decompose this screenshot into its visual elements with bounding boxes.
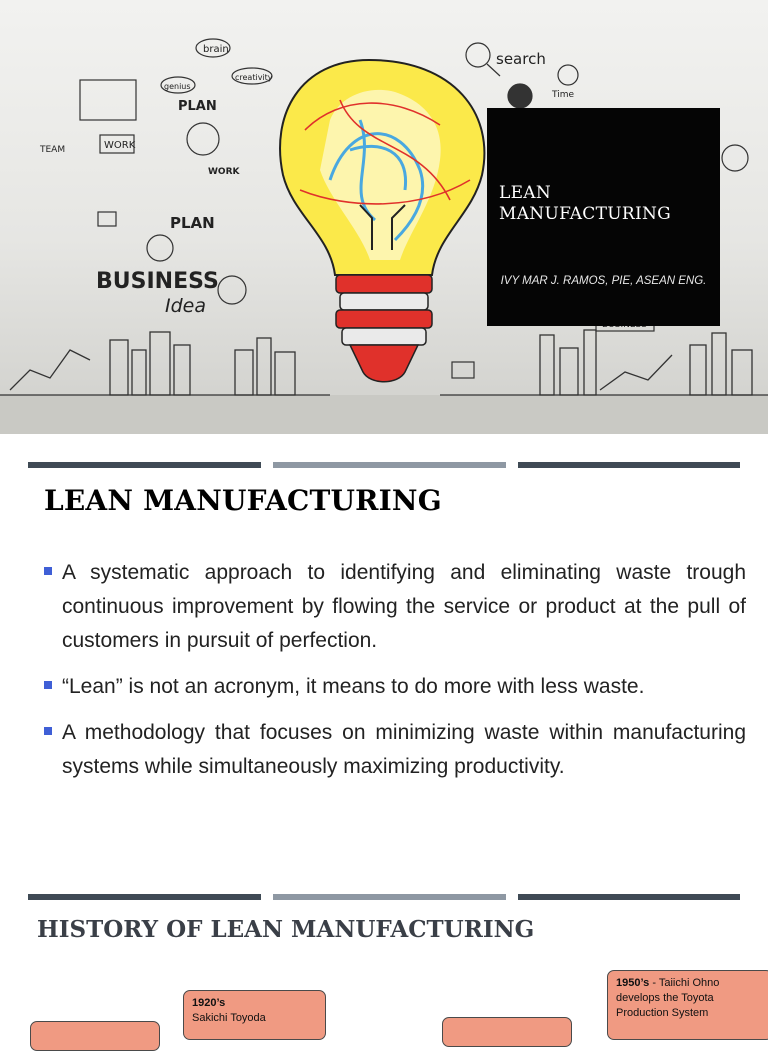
doodle-work-2: WORK [208, 167, 240, 177]
slide-divider-bottom [28, 894, 740, 900]
divider-segment [518, 894, 740, 900]
timeline-box-1950s [607, 970, 768, 1040]
divider-segment [28, 462, 261, 468]
divider-segment [273, 462, 506, 468]
timeline-box-partial [442, 1017, 572, 1047]
doodle-plan-2: PLAN [170, 214, 215, 232]
timeline-box-partial [30, 1021, 160, 1051]
doodle-genius: genius [164, 82, 191, 91]
city-skyline-right [440, 330, 768, 395]
divider-segment [28, 894, 261, 900]
bullet-square-icon [44, 727, 52, 735]
slide-divider-top [28, 462, 740, 468]
presentation-title: LEAN MANUFACTURING [499, 183, 672, 224]
doodle-search: search [496, 50, 546, 68]
slide-heading: LEAN MANUFACTURING [44, 484, 442, 517]
title-slide [0, 0, 768, 434]
bullet-square-icon [44, 567, 52, 575]
doodle-creativity: creativity [235, 73, 273, 82]
doodle-time: Time [552, 90, 575, 100]
floor-shadow [0, 395, 768, 434]
bullet-square-icon [44, 681, 52, 689]
bullet-text: A systematic approach to identifying and eliminating waste trough continuous improvement by flowing the service or product at the pull of customers in pursuit of perfection. [62, 561, 746, 652]
timeline-box-1920s [183, 990, 326, 1040]
presenter-name: IVY MAR J. RAMOS, PIE, ASEAN ENG. [500, 275, 707, 287]
doodle-brain: brain [203, 44, 229, 55]
title-box [487, 108, 720, 326]
list-item [44, 556, 746, 658]
timeline-year: 1950’s [616, 977, 650, 989]
timeline-text: Sakichi Toyoda [192, 1012, 266, 1024]
timeline-year: 1920’s [192, 997, 226, 1009]
doodle-business: BUSINESS [96, 269, 219, 294]
bullet-text: “Lean” is not an acronym, it means to do more with less waste. [62, 675, 645, 698]
doodle-plan: PLAN [178, 99, 217, 114]
doodle-idea: Idea [165, 295, 206, 317]
timeline-text: - Taiichi Ohno develops the Toyota Production System [616, 977, 720, 1019]
city-skyline-left [0, 332, 330, 395]
definition-bullet-list [44, 556, 746, 796]
doodle-team: TEAM [40, 145, 66, 155]
lightbulb-icon [280, 60, 484, 382]
history-heading: HISTORY OF LEAN MANUFACTURING [37, 916, 535, 943]
list-item [44, 716, 746, 784]
doodle-work: WORK [104, 140, 136, 151]
bullet-text: A methodology that focuses on minimizing waste within manufacturing systems while simultaneously maximizing productivity. [62, 721, 746, 778]
divider-segment [273, 894, 506, 900]
divider-segment [518, 462, 740, 468]
list-item [44, 670, 746, 704]
